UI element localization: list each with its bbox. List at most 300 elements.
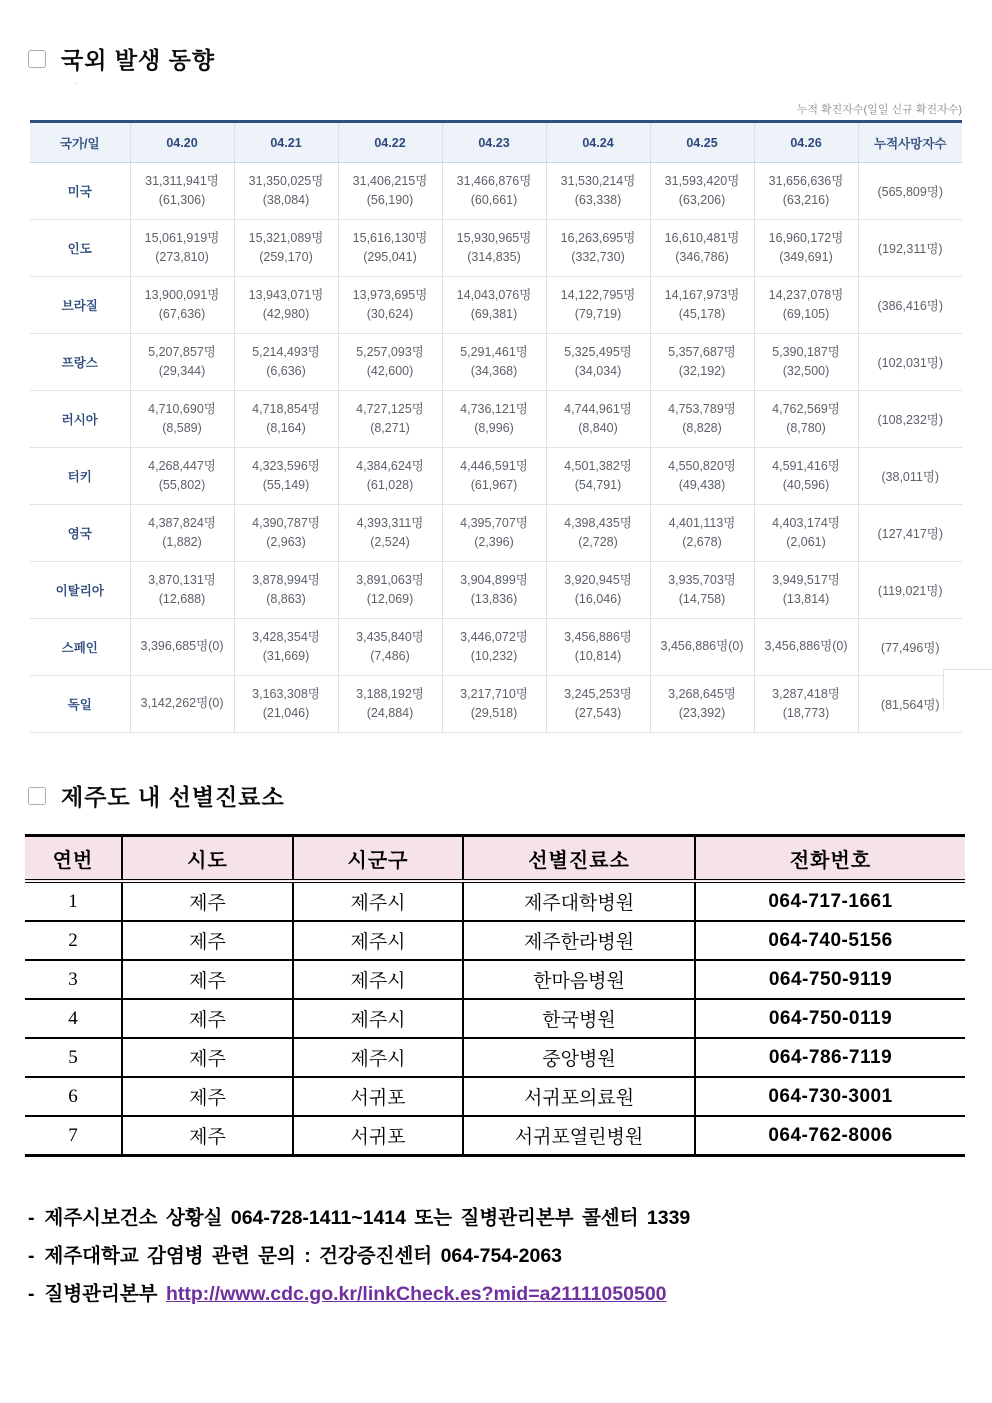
daily-new-value: (8,271) — [370, 421, 410, 435]
footer-line — [28, 1199, 962, 1237]
daily-new-value: (2,678) — [682, 535, 722, 549]
daily-new-value: (40,596) — [782, 478, 830, 492]
daily-new-value: (24,884) — [366, 706, 414, 720]
cumulative-value: 15,061,919명 — [144, 230, 220, 245]
value-cell — [442, 505, 546, 562]
phone-cell: 064-750-0119 — [695, 999, 965, 1038]
daily-new-value: (2,728) — [578, 535, 618, 549]
cumulative-value: 4,736,121명 — [460, 401, 528, 416]
value-cell — [234, 220, 338, 277]
daily-new-value: (42,600) — [366, 364, 414, 378]
cumulative-value: 14,122,795명 — [560, 287, 636, 302]
column-header: 04.24 — [546, 122, 650, 163]
overseas-cases-table — [30, 120, 962, 733]
table-row — [30, 448, 962, 505]
sigungu-cell: 서귀포 — [293, 1116, 463, 1156]
value-cell — [546, 448, 650, 505]
row-number-cell: 7 — [25, 1116, 122, 1156]
daily-new-value: (295,041) — [363, 250, 417, 264]
value-cell — [234, 505, 338, 562]
value-cell — [546, 505, 650, 562]
value-cell — [442, 676, 546, 733]
daily-new-value: (18,773) — [782, 706, 830, 720]
value-cell — [130, 277, 234, 334]
country-cell: 이탈리아 — [30, 562, 130, 619]
cdc-link[interactable]: http://www.cdc.go.kr/linkCheck.es?mid=a21111050500 — [165, 1283, 667, 1305]
column-header: 시도 — [122, 836, 293, 882]
daily-new-value: (61,967) — [470, 478, 518, 492]
row-number-cell: 6 — [25, 1077, 122, 1116]
table-row — [30, 619, 962, 676]
daily-new-value: (346,786) — [675, 250, 729, 264]
sido-cell: 제주 — [122, 999, 293, 1038]
country-cell: 스페인 — [30, 619, 130, 676]
value-cell — [546, 391, 650, 448]
value-cell — [234, 163, 338, 220]
country-cell: 독일 — [30, 676, 130, 733]
column-header: 04.23 — [442, 122, 546, 163]
bullet-dash: - — [28, 1283, 35, 1305]
value-cell — [442, 220, 546, 277]
table-row — [30, 334, 962, 391]
table-row — [30, 163, 962, 220]
value-cell — [546, 277, 650, 334]
value-cell — [442, 448, 546, 505]
sido-cell: 제주 — [122, 1116, 293, 1156]
cumulative-value: 31,593,420명 — [664, 173, 740, 188]
value-cell — [234, 391, 338, 448]
value-cell — [234, 562, 338, 619]
column-header: 선별진료소 — [463, 836, 695, 882]
cumulative-value: 13,943,071명 — [248, 287, 324, 302]
daily-new-value: (29,344) — [158, 364, 206, 378]
value-cell — [234, 676, 338, 733]
table-row — [25, 1077, 965, 1116]
value-cell — [546, 619, 650, 676]
cumulative-value: 31,530,214명 — [560, 173, 636, 188]
clinic-name-cell: 한마음병원 — [463, 960, 695, 999]
clinic-name-cell: 한국병원 — [463, 999, 695, 1038]
cumulative-value: 4,744,961명 — [564, 401, 632, 416]
cumulative-value: 16,263,695명 — [560, 230, 636, 245]
cumulative-value: 4,390,787명 — [252, 515, 320, 530]
deaths-cell: (565,809명) — [858, 163, 962, 220]
bullet-dash: - — [28, 1207, 35, 1229]
value-cell — [754, 220, 858, 277]
value-cell — [650, 448, 754, 505]
sido-cell: 제주 — [122, 881, 293, 921]
cumulative-value: 4,387,824명 — [148, 515, 216, 530]
clinics-table-body — [25, 881, 965, 1156]
square-bullet-icon — [28, 50, 46, 68]
footer-line — [28, 1237, 962, 1275]
section-title-text: 국외 발생 동향 — [61, 47, 216, 73]
country-cell: 미국 — [30, 163, 130, 220]
deaths-cell: (81,564명) — [858, 676, 962, 733]
daily-new-value: (8,840) — [578, 421, 618, 435]
cumulative-value: 5,390,187명 — [772, 344, 840, 359]
column-header: 시군구 — [293, 836, 463, 882]
column-header: 04.22 — [338, 122, 442, 163]
cumulative-value: 4,591,416명 — [772, 458, 840, 473]
row-number-cell: 1 — [25, 881, 122, 921]
daily-new-value: (23,392) — [678, 706, 726, 720]
value-cell — [650, 277, 754, 334]
cumulative-value: 4,718,854명 — [252, 401, 320, 416]
daily-new-value: (1,882) — [162, 535, 202, 549]
daily-new-value: (55,149) — [262, 478, 310, 492]
value-cell — [338, 505, 442, 562]
clinic-name-cell: 서귀포의료원 — [463, 1077, 695, 1116]
column-header: 04.25 — [650, 122, 754, 163]
daily-new-value: (8,164) — [266, 421, 306, 435]
table-row — [25, 960, 965, 999]
cumulative-value: 31,656,636명 — [768, 173, 844, 188]
cumulative-value: 31,406,215명 — [352, 173, 428, 188]
daily-new-value: (34,034) — [574, 364, 622, 378]
cumulative-value: 4,393,311명 — [356, 515, 424, 530]
daily-new-value: (30,624) — [366, 307, 414, 321]
value-cell — [130, 676, 234, 733]
cumulative-value: 4,398,435명 — [564, 515, 632, 530]
table-row — [25, 881, 965, 921]
column-header: 04.26 — [754, 122, 858, 163]
cumulative-value: 14,237,078명 — [768, 287, 844, 302]
cumulative-value: 5,291,461명 — [460, 344, 528, 359]
cumulative-value: 4,268,447명 — [148, 458, 216, 473]
phone-cell: 064-717-1661 — [695, 881, 965, 921]
footer-text: 제주시보건소 상황실 064-728-1411~1414 또는 질병관리본부 콜센터 1339 — [44, 1207, 691, 1229]
deaths-cell: (127,417명) — [858, 505, 962, 562]
value-cell — [754, 448, 858, 505]
value-cell — [546, 676, 650, 733]
country-cell: 브라질 — [30, 277, 130, 334]
value-cell — [754, 505, 858, 562]
value-cell — [650, 562, 754, 619]
clinic-name-cell: 중앙병원 — [463, 1038, 695, 1077]
cumulative-value: 31,466,876명 — [456, 173, 532, 188]
value-cell — [650, 220, 754, 277]
bullet-dash: - — [28, 1245, 35, 1267]
cumulative-value: 5,325,495명 — [564, 344, 632, 359]
country-cell: 러시아 — [30, 391, 130, 448]
table-unit-note: 누적 확진자수(일일 신규 확진자수) — [796, 104, 962, 116]
cumulative-value: 5,207,857명 — [148, 344, 216, 359]
deaths-cell: (102,031명) — [858, 334, 962, 391]
value-cell — [650, 619, 754, 676]
cumulative-value: 4,762,569명 — [772, 401, 840, 416]
value-cell — [754, 619, 858, 676]
cumulative-value: 4,727,125명 — [356, 401, 424, 416]
value-cell — [650, 334, 754, 391]
daily-new-value: (69,381) — [470, 307, 518, 321]
value-cell — [234, 448, 338, 505]
cumulative-value: 3,435,840명 — [356, 629, 424, 644]
value-cell — [130, 391, 234, 448]
cumulative-value: 3,949,517명 — [772, 572, 840, 587]
footer-text: 질병관리본부 — [44, 1283, 166, 1305]
cumulative-value: 3,245,253명 — [564, 686, 632, 701]
column-header: 국가/일 — [30, 122, 130, 163]
overseas-header-row — [30, 122, 962, 163]
value-cell — [338, 277, 442, 334]
section-title-text: 제주도 내 선별진료소 — [61, 784, 285, 810]
column-header: 04.21 — [234, 122, 338, 163]
column-header: 누적사망자수 — [858, 122, 962, 163]
phone-cell: 064-740-5156 — [695, 921, 965, 960]
scroll-corner — [943, 669, 992, 710]
clinic-name-cell: 제주대학병원 — [463, 881, 695, 921]
daily-new-value: (314,835) — [467, 250, 521, 264]
row-number-cell: 2 — [25, 921, 122, 960]
deaths-cell: (386,416명) — [858, 277, 962, 334]
value-cell — [442, 562, 546, 619]
daily-new-value: (332,730) — [571, 250, 625, 264]
cumulative-value: 3,935,703명 — [668, 572, 736, 587]
daily-new-value: (8,780) — [786, 421, 826, 435]
sigungu-cell: 제주시 — [293, 1038, 463, 1077]
value-cell — [754, 391, 858, 448]
cumulative-value: 3,287,418명 — [772, 686, 840, 701]
daily-new-value: (12,069) — [366, 592, 414, 606]
country-cell: 터키 — [30, 448, 130, 505]
value-cell — [650, 163, 754, 220]
cumulative-value: 3,891,063명 — [356, 572, 424, 587]
table-row — [25, 1038, 965, 1077]
daily-new-value: (32,192) — [678, 364, 726, 378]
daily-new-value: (349,691) — [779, 250, 833, 264]
value-cell — [754, 277, 858, 334]
daily-new-value: (54,791) — [574, 478, 622, 492]
daily-new-value: (10,814) — [574, 649, 622, 663]
daily-new-value: (38,084) — [262, 193, 310, 207]
cumulative-value: 4,753,789명 — [668, 401, 736, 416]
daily-new-value: (8,996) — [474, 421, 514, 435]
daily-new-value: (45,178) — [678, 307, 726, 321]
row-number-cell: 4 — [25, 999, 122, 1038]
country-cell: 영국 — [30, 505, 130, 562]
daily-new-value: (8,863) — [266, 592, 306, 606]
daily-new-value: (32,500) — [782, 364, 830, 378]
clinics-section-title — [28, 779, 962, 812]
clinics-table — [25, 834, 965, 1157]
cumulative-value: 13,900,091명 — [144, 287, 220, 302]
cumulative-value: 4,384,624명 — [356, 458, 424, 473]
daily-new-value: (34,368) — [470, 364, 518, 378]
value-cell — [130, 448, 234, 505]
value-cell — [234, 334, 338, 391]
phone-cell: 064-762-8006 — [695, 1116, 965, 1156]
stray-dot: · — [74, 78, 78, 89]
daily-new-value: (29,518) — [470, 706, 518, 720]
cumulative-value: 3,870,131명 — [148, 572, 216, 587]
footer-text: 제주대학교 감염병 관련 문의 : 건강증진센터 064-754-2063 — [44, 1245, 563, 1267]
phone-cell: 064-750-9119 — [695, 960, 965, 999]
footer-line — [28, 1275, 962, 1313]
daily-new-value: (69,105) — [782, 307, 830, 321]
cumulative-value: 4,403,174명 — [772, 515, 840, 530]
sigungu-cell: 제주시 — [293, 999, 463, 1038]
value-cell — [442, 163, 546, 220]
cumulative-value: 3,217,710명 — [460, 686, 528, 701]
value-cell — [130, 163, 234, 220]
daily-new-value: (67,636) — [158, 307, 206, 321]
daily-new-value: (49,438) — [678, 478, 726, 492]
cumulative-value: 3,188,192명 — [356, 686, 424, 701]
value-cell — [130, 562, 234, 619]
value-cell — [442, 277, 546, 334]
daily-new-value: (10,232) — [470, 649, 518, 663]
column-header: 연번 — [25, 836, 122, 882]
daily-new-value: (14,758) — [678, 592, 726, 606]
value-cell — [650, 391, 754, 448]
clinics-header-row — [25, 836, 965, 882]
sido-cell: 제주 — [122, 1038, 293, 1077]
cumulative-value: 4,323,596명 — [252, 458, 320, 473]
phone-cell: 064-730-3001 — [695, 1077, 965, 1116]
value-cell — [338, 220, 442, 277]
cumulative-value: 16,960,172명 — [768, 230, 844, 245]
cumulative-value: 14,043,076명 — [456, 287, 532, 302]
cumulative-value: 3,142,262명(0) — [140, 696, 224, 711]
cumulative-value: 31,311,941명 — [145, 173, 219, 188]
value-cell — [338, 391, 442, 448]
deaths-cell: (77,496명) — [858, 619, 962, 676]
table-row — [30, 220, 962, 277]
value-cell — [754, 562, 858, 619]
daily-new-value: (2,061) — [786, 535, 826, 549]
value-cell — [338, 562, 442, 619]
cumulative-value: 4,710,690명 — [148, 401, 216, 416]
phone-cell: 064-786-7119 — [695, 1038, 965, 1077]
overseas-section-title — [28, 42, 962, 75]
value-cell — [754, 676, 858, 733]
value-cell — [234, 277, 338, 334]
cumulative-value: 4,401,113명 — [668, 515, 736, 530]
sigungu-cell: 제주시 — [293, 921, 463, 960]
sigungu-cell: 제주시 — [293, 960, 463, 999]
cumulative-value: 3,878,994명 — [252, 572, 320, 587]
value-cell — [338, 676, 442, 733]
column-header: 전화번호 — [695, 836, 965, 882]
daily-new-value: (63,216) — [782, 193, 830, 207]
country-cell: 프랑스 — [30, 334, 130, 391]
cumulative-value: 4,446,591명 — [460, 458, 528, 473]
value-cell — [338, 334, 442, 391]
cumulative-value: 4,550,820명 — [668, 458, 736, 473]
value-cell — [338, 448, 442, 505]
table-row — [30, 505, 962, 562]
cumulative-value: 14,167,973명 — [664, 287, 740, 302]
value-cell — [650, 676, 754, 733]
cumulative-value: 15,930,965명 — [456, 230, 532, 245]
value-cell — [546, 562, 650, 619]
value-cell — [130, 334, 234, 391]
daily-new-value: (61,028) — [366, 478, 414, 492]
daily-new-value: (21,046) — [262, 706, 310, 720]
daily-new-value: (16,046) — [574, 592, 622, 606]
value-cell — [234, 619, 338, 676]
daily-new-value: (63,206) — [678, 193, 726, 207]
cumulative-value: 3,268,645명 — [668, 686, 736, 701]
row-number-cell: 5 — [25, 1038, 122, 1077]
daily-new-value: (259,170) — [259, 250, 313, 264]
value-cell — [130, 220, 234, 277]
value-cell — [338, 619, 442, 676]
row-number-cell: 3 — [25, 960, 122, 999]
daily-new-value: (56,190) — [366, 193, 414, 207]
cumulative-value: 31,350,025명 — [248, 173, 324, 188]
daily-new-value: (31,669) — [262, 649, 310, 663]
value-cell — [338, 163, 442, 220]
daily-new-value: (2,963) — [266, 535, 306, 549]
value-cell — [546, 220, 650, 277]
table-row — [30, 676, 962, 733]
cumulative-value: 4,501,382명 — [564, 458, 632, 473]
daily-new-value: (42,980) — [262, 307, 310, 321]
value-cell — [130, 505, 234, 562]
daily-new-value: (60,661) — [470, 193, 518, 207]
deaths-cell: (119,021명) — [858, 562, 962, 619]
cumulative-value: 3,456,886명 — [564, 629, 632, 644]
sido-cell: 제주 — [122, 960, 293, 999]
daily-new-value: (7,486) — [370, 649, 410, 663]
value-cell — [130, 619, 234, 676]
daily-new-value: (12,688) — [158, 592, 206, 606]
value-cell — [442, 619, 546, 676]
daily-new-value: (8,828) — [682, 421, 722, 435]
value-cell — [442, 391, 546, 448]
cumulative-value: 15,616,130명 — [352, 230, 428, 245]
cumulative-value: 3,456,886명(0) — [660, 639, 744, 654]
square-bullet-icon — [28, 787, 46, 805]
footer-notes — [28, 1199, 962, 1313]
deaths-cell: (192,311명) — [858, 220, 962, 277]
cumulative-value: 3,456,886명(0) — [764, 639, 848, 654]
table-row — [25, 1116, 965, 1156]
table-row — [30, 562, 962, 619]
cumulative-value: 15,321,089명 — [248, 230, 324, 245]
value-cell — [442, 334, 546, 391]
daily-new-value: (27,543) — [574, 706, 622, 720]
cumulative-value: 3,920,945명 — [564, 572, 632, 587]
cumulative-value: 13,973,695명 — [352, 287, 428, 302]
daily-new-value: (13,836) — [470, 592, 518, 606]
cumulative-value: 3,904,899명 — [460, 572, 528, 587]
cumulative-value: 5,257,093명 — [356, 344, 424, 359]
table-row — [30, 277, 962, 334]
value-cell — [754, 334, 858, 391]
cumulative-value: 5,357,687명 — [668, 344, 736, 359]
cumulative-value: 3,428,354명 — [252, 629, 320, 644]
value-cell — [546, 334, 650, 391]
value-cell — [546, 163, 650, 220]
cumulative-value: 5,214,493명 — [252, 344, 320, 359]
daily-new-value: (13,814) — [782, 592, 830, 606]
daily-new-value: (55,802) — [158, 478, 206, 492]
daily-new-value: (6,636) — [266, 364, 306, 378]
deaths-cell: (108,232명) — [858, 391, 962, 448]
column-header: 04.20 — [130, 122, 234, 163]
sigungu-cell: 제주시 — [293, 881, 463, 921]
sido-cell: 제주 — [122, 1077, 293, 1116]
sido-cell: 제주 — [122, 921, 293, 960]
value-cell — [754, 163, 858, 220]
value-cell — [650, 505, 754, 562]
clinic-name-cell: 서귀포열린병원 — [463, 1116, 695, 1156]
table-row — [25, 999, 965, 1038]
cumulative-value: 4,395,707명 — [460, 515, 528, 530]
